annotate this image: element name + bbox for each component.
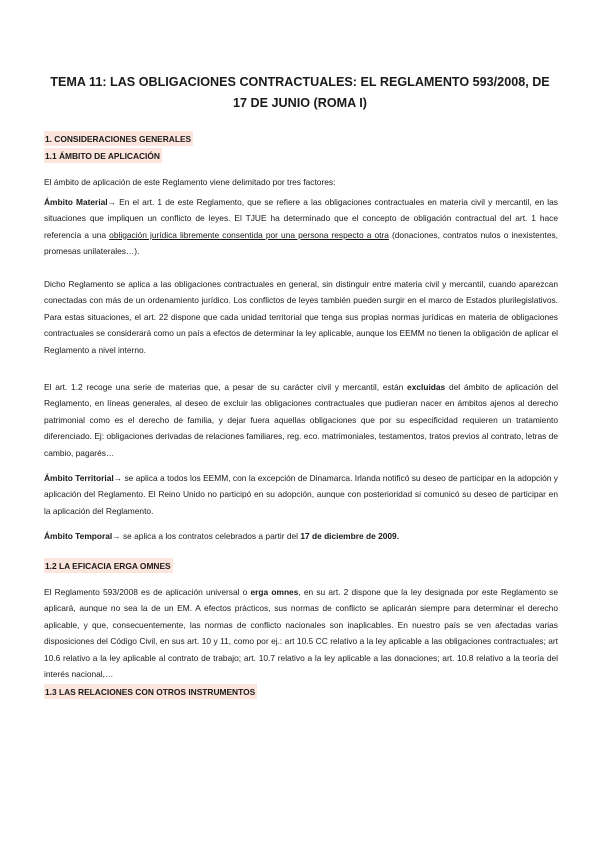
excluded-paragraph bbox=[44, 379, 558, 461]
section-heading-1-1 bbox=[44, 146, 558, 164]
section-heading-1 bbox=[44, 129, 558, 147]
ambito-territorial-paragraph bbox=[44, 470, 558, 519]
reglamento-paragraph: Dicho Reglamento se aplica a las obligaciones contractuales en general, sin distinguir entre materia civil y mercantil, cuando aparezcan conectadas con más de un ordenamiento jurídico. Los conflictos de leyes también pueden surgir en el marco de Estados plurilegislativos. Para estas situaciones, el art. 22 dispone que cada unidad territorial que tenga sus propias normas jurídicas en materia de obligaciones contractuales se considerará como un país a efectos de determinar la ley aplicable, aunque los EEMM no tienen la obligación de aplicar el Reglamento a nivel interno. bbox=[44, 279, 558, 355]
section-heading-1-2 bbox=[44, 556, 558, 574]
ambito-material-paragraph bbox=[44, 194, 558, 260]
ambito-material-label: Ámbito Material bbox=[44, 197, 108, 207]
ambito-temporal-text: → se aplica a los contratos celebrados a partir del bbox=[112, 531, 301, 541]
erga-omnes-paragraph bbox=[44, 584, 558, 682]
excluded-text-a: El art. 1.2 recoge una serie de materias que, a pesar de su carácter civil y mercantil, están bbox=[44, 382, 408, 392]
ambito-territorial-label: Ámbito Territorial bbox=[44, 473, 114, 483]
heading-erga-omnes: 1.2 LA EFICACIA ERGA OMNES bbox=[44, 558, 173, 573]
heading-relaciones: 1.3 LAS RELACIONES CON OTROS INSTRUMENTOS bbox=[44, 684, 257, 699]
ambito-material-text-b: (donaciones, contratos nulos o inexistentes, promesas unilaterales…). bbox=[44, 229, 558, 257]
ambito-temporal-paragraph bbox=[44, 528, 558, 544]
ambito-temporal-label: Ámbito Temporal bbox=[44, 531, 113, 541]
heading-consideraciones: 1. CONSIDERACIONES GENERALES bbox=[44, 131, 193, 146]
erga-bold: erga omnes bbox=[250, 587, 299, 597]
heading-ambito-aplicacion: 1.1 ÁMBITO DE APLICACIÓN bbox=[44, 148, 162, 163]
intro-paragraph: El ámbito de aplicación de este Reglamento viene delimitado por tres factores: bbox=[44, 177, 336, 187]
excluded-bold: excluidas bbox=[407, 382, 446, 392]
ambito-material-text-a: → En el art. 1 de este Reglamento, que se refiere a las obligaciones contractuales en materia civil y mercantil, en las situaciones que impliquen un conflicto de leyes. El TJUE ha determinado que el concepto de obligación contractual del art. 1 hace referencia a una bbox=[44, 197, 558, 240]
ambito-temporal-date: 17 de diciembre de 2009. bbox=[300, 531, 400, 541]
section-heading-1-3 bbox=[44, 682, 558, 700]
ambito-material-underlined: obligación jurídica libremente consentida por una persona respecto a otra bbox=[109, 229, 389, 240]
ambito-territorial-text: → se aplica a todos los EEMM, con la excepción de Dinamarca. Irlanda notificó su deseo de participar en la adopción y aplicación del Reglamento. El Reino Unido no participó en su adopción, aunque con posterioridad si comunicó su deseo de participar en la aplicación del Reglamento. bbox=[44, 473, 558, 516]
excluded-text-b: del ámbito de aplicación del Reglamento, en líneas generales, al deseo de excluir las obligaciones contractuales que pudieran nacer en ámbitos ajenos al derecho patrimonial como es el derecho de familia, y dejar fuera aquellas obligaciones que por su especificidad requieren un tratamiento diferenciado. Ej: obligaciones derivadas de relaciones familiares, reg. eco. matrimoniales, testamentos, tratos previos al contrato, letras de cambio, pagarés… bbox=[44, 382, 558, 458]
page-title: TEMA 11: LAS OBLIGACIONES CONTRACTUALES: EL REGLAMENTO 593/2008, DE 17 DE JUNIO (ROMA I) bbox=[50, 75, 550, 110]
erga-text-b: , en su art. 2 dispone que la ley designada por este Reglamento se aplicará, aunque no sea la de un EM. A efectos prácticos, sus normas de conflicto se aplicarán siempre para determinar el derecho aplicable, y que, consecuentemente, las normas de conflicto nacionales son inaplicables. En nuestro país se ven afectadas varias disposiciones del Código Civil, en sus art. 10 y 11, como por ej.: art 10.5 CC relativo a la ley aplicable a las obligaciones contractuales; art 10.6 relativo a la ley aplicable al contrato de trabajo; art. 10.7 relativo a la ley aplicable a las donaciones; art. 10.8 relativo a la teoría del interés nacional,… bbox=[44, 587, 559, 680]
erga-text-a: El Reglamento 593/2008 es de aplicación universal o bbox=[44, 587, 251, 597]
